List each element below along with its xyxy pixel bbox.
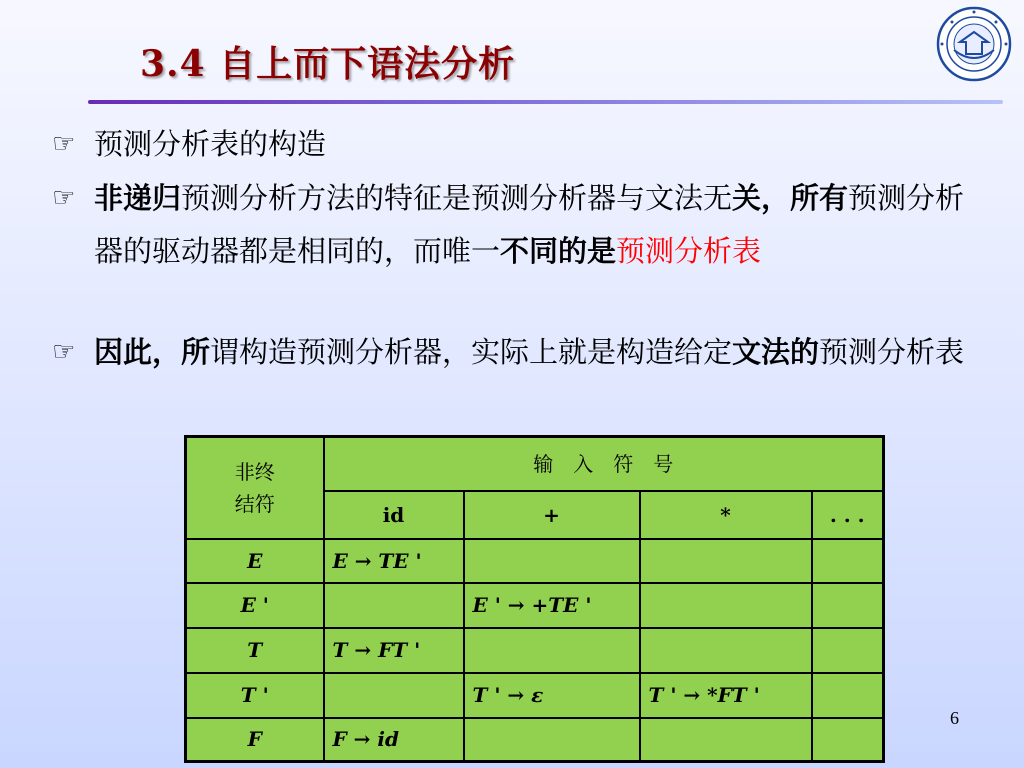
table-cell — [464, 628, 640, 673]
input-symbol-header: 输 入 符 号 — [324, 437, 884, 491]
column-header-id: id — [324, 491, 464, 539]
bullet-2-bold-a: 非递归 — [94, 181, 182, 215]
bullet-2-highlight: 预测分析表 — [616, 234, 762, 268]
table-cell: E → TE ' — [324, 539, 464, 583]
nonterminal-header — [186, 437, 324, 539]
bullet-3-bold-a: 因此，所 — [94, 335, 211, 369]
table-cell: T ' → ε — [464, 673, 640, 718]
table-cell — [640, 583, 812, 628]
row-nonterminal: T ' — [186, 673, 324, 718]
table-row — [186, 628, 884, 673]
pointing-hand-icon: ☞ — [52, 129, 76, 159]
column-header-ellipsis: . . . — [812, 491, 884, 539]
bullet-3-plain-a: 谓构造预测分析器，实际上就是构造给定 — [210, 335, 733, 369]
page-number: 6 — [950, 708, 959, 728]
table-cell — [640, 539, 812, 583]
table-cell — [324, 583, 464, 628]
bullet-2-plain-a: 预测分析方法的特征是预测分析器与文法无 — [181, 181, 733, 215]
row-nonterminal: E ' — [186, 583, 324, 628]
title-divider — [88, 100, 1003, 104]
table-cell — [812, 539, 884, 583]
column-header-plus: + — [464, 491, 640, 539]
table-cell: F → id — [324, 718, 464, 762]
table-cell — [812, 628, 884, 673]
bullet-2-plain-b: 预测分析器的驱动器都是相同的，而唯一 — [94, 181, 965, 268]
row-nonterminal: F — [186, 718, 324, 762]
table-cell — [464, 718, 640, 762]
bullet-2-text — [94, 172, 982, 278]
predictive-parsing-table — [184, 435, 885, 763]
table-cell — [812, 583, 884, 628]
bullet-2 — [52, 172, 982, 278]
bullet-3-bold-b: 文法的 — [732, 335, 820, 369]
table-cell — [324, 673, 464, 718]
table-cell: E ' → +TE ' — [464, 583, 640, 628]
table-cell: T ' → *FT ' — [640, 673, 812, 718]
column-header-star: * — [640, 491, 812, 539]
table-row — [186, 583, 884, 628]
pointing-hand-icon: ☞ — [52, 183, 76, 213]
table-cell — [640, 718, 812, 762]
bullet-3-plain-b: 预测分析表 — [819, 335, 965, 369]
bullet-3 — [52, 326, 982, 379]
nonterminal-header-line2: 结符 — [234, 491, 275, 516]
bullet-1 — [52, 118, 982, 171]
table-cell — [812, 673, 884, 718]
row-nonterminal: T — [186, 628, 324, 673]
table-row — [186, 673, 884, 718]
bullet-3-text — [94, 326, 982, 379]
bullet-2-bold-b: 关，所有 — [732, 181, 849, 215]
table-row — [186, 718, 884, 762]
table-cell — [640, 628, 812, 673]
nonterminal-header-line1: 非终 — [234, 459, 275, 484]
table-cell — [812, 718, 884, 762]
bullet-2-bold-c: 不同的是 — [500, 234, 617, 268]
row-nonterminal: E — [186, 539, 324, 583]
bullet-1-text: 预测分析表的构造 — [94, 127, 327, 161]
table-cell — [464, 539, 640, 583]
university-seal-icon — [936, 6, 1012, 82]
table-row — [186, 539, 884, 583]
pointing-hand-icon: ☞ — [52, 337, 76, 367]
table-cell: T → FT ' — [324, 628, 464, 673]
slide-title: 3.4 自上而下语法分析 — [140, 43, 516, 85]
